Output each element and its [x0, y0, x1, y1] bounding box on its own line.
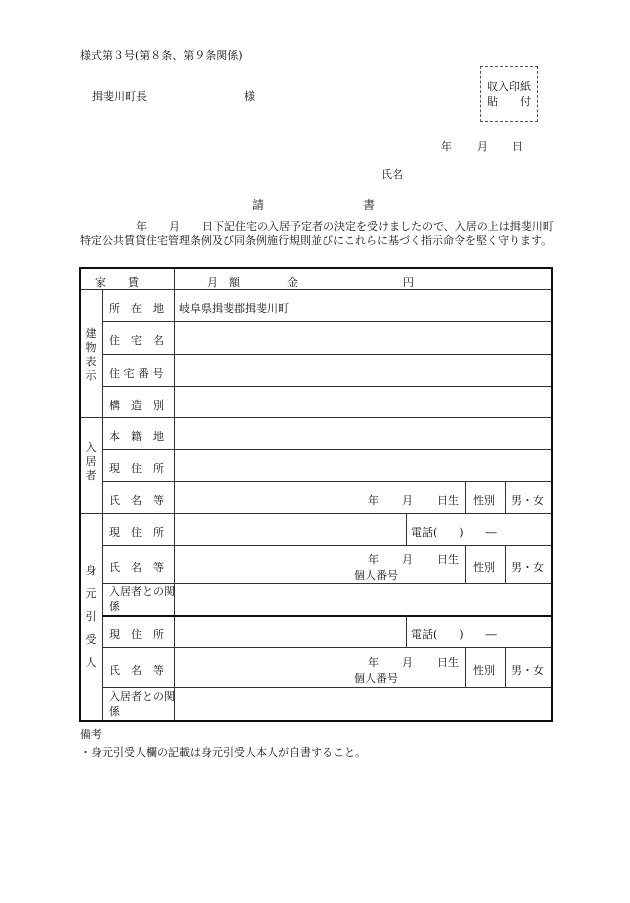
guarantor1-birth-day: 日生 [437, 553, 459, 566]
revenue-stamp-box [480, 66, 538, 122]
guarantor2-personal-no: 個人番号 [354, 672, 398, 685]
rent-yen: 円 [403, 276, 414, 289]
guarantor1-gender-options: 男・女 [511, 561, 544, 574]
building-group-label: 建物表示 [85, 327, 97, 382]
house-name-label: 住 宅 名 [109, 334, 164, 347]
notes-item-1: ・身元引受人欄の記載は身元引受人本人が自書すること。 [80, 746, 366, 759]
guarantor1-personal-no: 個人番号 [354, 569, 398, 582]
intro-text: 日下記住宅の入居予定者の決定を受けましたので、入居の上は揖斐川町特定公共賃貸住宅管理条例及び同条例施行規則並びにこれらに基づく指示命令を堅く守ります。 [80, 220, 554, 247]
addressee: 揖斐川町長 [92, 90, 147, 103]
doc-title-1: 請 [252, 198, 265, 212]
guarantor2-phone: 電話( ) ― [411, 628, 497, 641]
resident-birth-year: 年 [368, 494, 379, 507]
pledge-text [80, 220, 554, 248]
notes-title: 備考 [80, 728, 102, 741]
guarantor1-name-label: 氏 名 等 [109, 561, 164, 574]
location-value: 岐阜県揖斐郡揖斐川町 [179, 302, 289, 315]
applicant-name-label: 氏名 [381, 168, 403, 181]
guarantor1-relation-label: 入居者との関係 [109, 585, 175, 613]
stamp-label-2: 貼 付 [487, 95, 531, 108]
house-number-label: 住 宅 番 号 [109, 367, 164, 380]
form-number: 様式第３号(第８条、第９条関係) [80, 49, 243, 62]
guarantor2-gender-label: 性別 [473, 664, 495, 677]
pledge-form-table [79, 267, 553, 722]
guarantor-group-label: 身元引受人 [85, 564, 97, 669]
guarantor2-address-label: 現 住 所 [109, 628, 164, 641]
location-label: 所 在 地 [109, 302, 164, 315]
guarantor2-name-label: 氏 名 等 [109, 664, 164, 677]
resident-birth-month: 月 [402, 494, 413, 507]
guarantor2-birth-month: 月 [402, 656, 413, 669]
doc-title-2: 書 [363, 198, 376, 212]
guarantor2-birth-year: 年 [368, 656, 379, 669]
resident-birth-day: 日生 [437, 494, 459, 507]
stamp-label-1: 収入印紙 [487, 80, 531, 93]
resident-address-label: 現 住 所 [109, 462, 164, 475]
guarantor1-phone: 電話( ) ― [411, 526, 497, 539]
resident-group-label: 入居者 [85, 441, 97, 482]
guarantor1-gender-label: 性別 [473, 561, 495, 574]
resident-name-label: 氏 名 等 [109, 494, 164, 507]
rent-amount: 金 [287, 276, 298, 289]
guarantor1-birth-month: 月 [402, 553, 413, 566]
guarantor2-gender-options: 男・女 [511, 664, 544, 677]
addressee-suffix: 様 [244, 90, 255, 103]
rent-monthly: 月 額 [207, 276, 240, 289]
date-day: 日 [512, 140, 523, 153]
structure-label: 構 造 別 [109, 399, 164, 412]
domicile-label: 本 籍 地 [109, 430, 164, 443]
intro-month: 月 [169, 220, 180, 233]
guarantor1-address-label: 現 住 所 [109, 526, 164, 539]
date-year: 年 [441, 140, 452, 153]
guarantor2-birth-day: 日生 [437, 656, 459, 669]
intro-year: 年 [136, 220, 147, 233]
guarantor2-relation-label: 入居者との関係 [109, 690, 175, 718]
resident-gender-label: 性別 [473, 494, 495, 507]
date-month: 月 [477, 140, 488, 153]
guarantor1-birth-year: 年 [368, 553, 379, 566]
resident-gender-options: 男・女 [511, 494, 544, 507]
rent-label: 家 賃 [95, 276, 139, 289]
